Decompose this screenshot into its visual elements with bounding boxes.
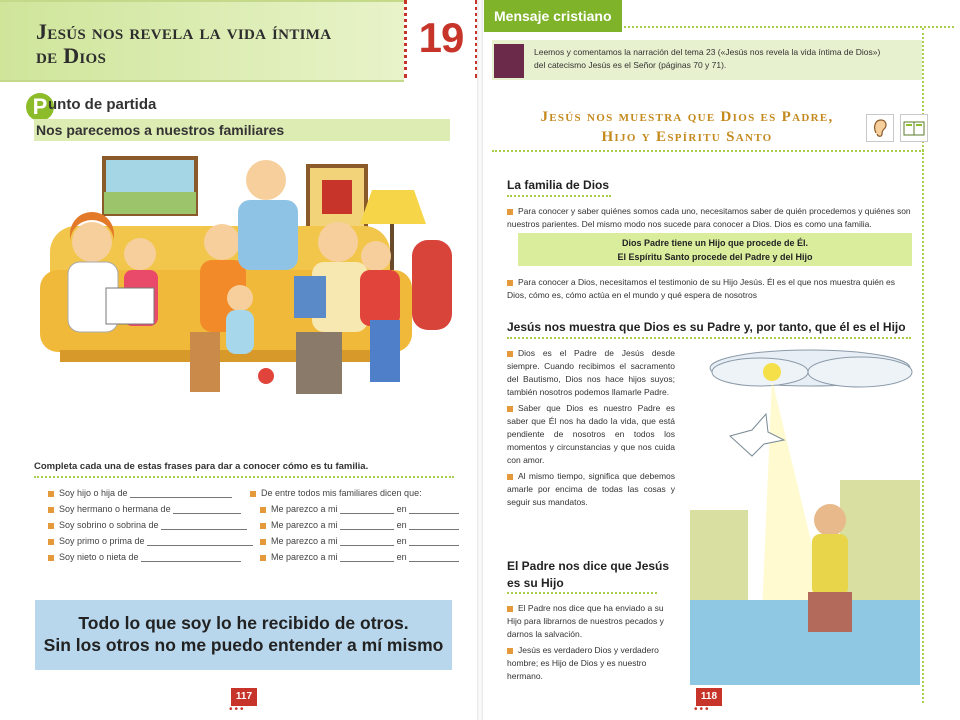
left-fill-column [48,488,238,568]
bullet-square [48,555,54,561]
highlight-box [518,233,912,266]
answer-blank[interactable] [173,504,241,514]
left-page [0,0,478,720]
paragraph [507,276,911,302]
fill-item [260,536,459,546]
ear-icon [866,114,894,142]
book-icon [900,114,928,142]
fill-label: Soy hermano o hermana de [59,504,171,514]
list-item [507,470,675,509]
bullet-square [260,539,266,545]
fill-label: Me parezco a mi [271,552,338,562]
answer-blank[interactable] [409,520,459,530]
bullet-square [507,209,513,215]
divider-dots [492,150,924,152]
page-number: 117 [231,688,257,706]
reference-line2: del catecismo Jesús es el Señor (páginas 70 y 71). [534,60,727,70]
bullet-list [507,602,675,683]
fill-intro [250,488,422,498]
answer-blank[interactable] [340,504,394,514]
lesson-title-line2: Hijo y Espíritu Santo [601,129,773,145]
catechism-cover-thumb [494,44,524,78]
fill-item [48,504,241,514]
answer-blank[interactable] [130,488,232,498]
fill-item [48,536,253,546]
answer-blank[interactable] [409,552,459,562]
bullet-square [507,280,513,286]
fill-item [48,488,232,498]
fill-label: Soy sobrino o sobrina de [59,520,159,530]
page-dots: ••• [229,704,246,715]
bullet-square [507,351,513,357]
chapter-title-line1: Jesús nos revela la vida íntima [36,19,332,44]
heading-underline [507,592,657,594]
fill-label: Soy hijo o hija de [59,488,128,498]
answer-blank[interactable] [409,504,459,514]
paragraph [507,205,911,231]
section-title: unto de partida [48,96,157,113]
bullet-square [260,507,266,513]
fill-item [48,552,241,562]
section-heading-hijo: Jesús nos muestra que Dios es su Padre y, por tanto, que él es el Hijo [507,320,906,334]
list-item-text: Dios es el Padre de Jesús desde siempre. Cuando recibimos el sacramento del Bautismo, Dios nos hace hijos suyos; también nosotros podemos llamarle Padre. [507,348,675,397]
bullet-square [260,523,266,529]
heading-underline [507,195,611,197]
section-tab: Mensaje cristiano [484,0,622,32]
page-number: 118 [696,688,722,706]
answer-blank[interactable] [340,536,394,546]
heading-line1: El Padre nos dice que Jesús [507,559,670,573]
activity-instruction: Completa cada una de estas frases para dar a conocer cómo es tu familia. [34,461,369,472]
paragraph-text: Para conocer a Dios, necesitamos el testimonio de su Hijo Jesús. Él es el que nos muestra quién es Dios, cómo es, cómo actúa en el mundo y qué espera de nosotros [507,277,896,300]
fill-label: Soy primo o prima de [59,536,145,546]
bullet-square [48,507,54,513]
fill-label: Me parezco a mi [271,520,338,530]
highlight-line1: Dios Padre tiene un Hijo que procede de Él. [621,238,809,248]
right-fill-column [250,488,460,568]
book-gutter [477,0,483,720]
baptism-illustration [690,340,920,685]
fill-item [260,504,459,514]
fill-label: Me parezco a mi [271,504,338,514]
lesson-title [512,107,862,147]
bullet-square [507,406,513,412]
answer-blank[interactable] [147,536,253,546]
answer-blank[interactable] [161,520,247,530]
list-item [507,602,675,641]
fill-label: en [396,552,407,562]
answer-blank[interactable] [409,536,459,546]
list-item [507,644,675,683]
chapter-title [36,20,376,68]
list-item-text: Jesús es verdadero Dios y verdadero hombre; es Hijo de Dios y es nuestro hermano. [507,645,659,681]
bullet-square [48,523,54,529]
chapter-number: 19 [418,14,464,61]
list-item-text: Al mismo tiempo, significa que debemos amarle por encima de todas las cosas y seguir sus mandatos. [507,471,675,507]
reference-text [534,46,916,72]
bullet-square [48,539,54,545]
divider-dots [34,476,454,478]
bullet-square [260,555,266,561]
quote-box [35,600,452,670]
answer-blank[interactable] [340,520,394,530]
fill-intro-text: De entre todos mis familiares dicen que: [261,488,422,498]
activity-icons [864,114,928,142]
fill-label: en [396,536,407,546]
fill-label: Me parezco a mi [271,536,338,546]
quote-line2: Sin los otros no me puedo entender a mí mismo [43,635,444,655]
answer-blank[interactable] [141,552,241,562]
fill-label: en [396,520,407,530]
list-item [507,347,675,399]
list-item [507,402,675,467]
bullet-square [507,474,513,480]
bullet-list [507,347,675,509]
fill-label: Soy nieto o nieta de [59,552,139,562]
page-dots: ••• [694,704,711,715]
fill-item [260,520,459,530]
bullet-square [507,606,513,612]
bullet-square [507,648,513,654]
list-item-text: Saber que Dios es nuestro Padre es saber que Él nos ha dado la vida, que está pendiente de nosotros en todos los momentos y circunstancias y que nos cuida con amor. [507,403,675,465]
section-heading-familia: La familia de Dios [507,178,610,192]
bullet-square [48,491,54,497]
fill-item [48,520,247,530]
paragraph-text: Para conocer y saber quiénes somos cada uno, necesitamos saber de quién procedemos y quiénes son nuestros parientes. Del mismo modo nos sucede para conocer a Dios. Dios es como una familia. [507,206,911,229]
section-initial: P [26,93,54,121]
quote-line1: Todo lo que soy lo he recibido de otros. [78,613,409,633]
reference-line1: Leemos y comentamos la narración del tema 23 («Jesús nos revela la vida íntima de Dios») [534,47,881,57]
family-illustration [40,150,460,412]
highlight-line2: El Espíritu Santo procede del Padre y del Hijo [617,252,813,262]
fill-label: en [396,504,407,514]
lesson-title-line1: Jesús nos muestra que Dios es Padre, [540,109,834,125]
chapter-title-line2: de Dios [36,43,107,68]
section-heading-padre [507,558,687,592]
list-item-text: El Padre nos dice que ha enviado a su Hijo para librarnos de nuestros pecados y darnos la salvación. [507,603,664,639]
section-subtitle: Nos parecemos a nuestros familiares [34,119,450,141]
heading-line2: es su Hijo [507,576,564,590]
answer-blank[interactable] [340,552,394,562]
divider-dots [624,26,954,28]
bullet-square [250,491,256,497]
heading-underline [507,337,911,339]
fill-item [260,552,459,562]
